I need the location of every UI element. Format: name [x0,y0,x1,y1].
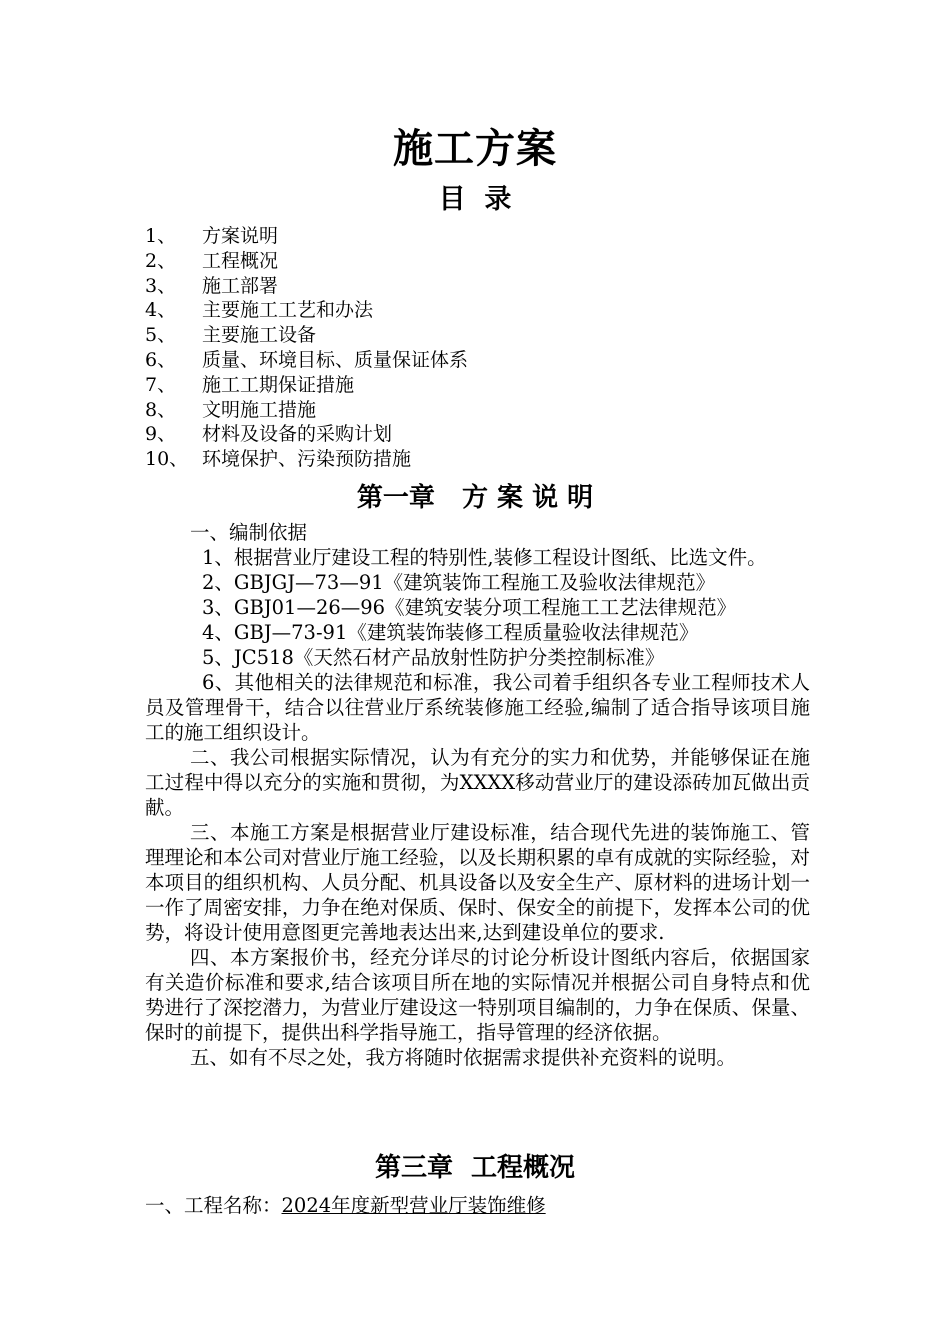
toc-item-label: 施工部署 [202,274,279,297]
toc-item-label: 施工工期保证措施 [202,373,355,396]
toc-item-number: 8、 [145,398,177,421]
project-name-label: 一、工程名称： [145,1194,282,1217]
chapter-3-heading: 第三章 工程概况 [374,1153,576,1183]
project-name-line [145,1193,546,1219]
toc-item-label: 主要施工工艺和办法 [202,299,374,322]
paragraph: 二、我公司根据实际情况，认为有充分的实力和优势，并能够保证在施工过程中得以充分的实施和贯彻，为XXXX移动营业厅的建设添砖加瓦做出贡献。 [145,746,810,819]
toc-item-label: 文明施工措施 [202,398,317,421]
toc-item[interactable] [145,373,468,398]
paragraph: 五、如有不尽之处，我方将随时依据需求提供补充资料的说明。 [190,1046,737,1069]
toc-item-number: 1、 [145,225,177,247]
toc-item[interactable] [145,422,468,447]
toc-item[interactable] [145,447,468,472]
toc-item[interactable] [145,348,468,373]
basis-item: 3、GBJ01—26—96《建筑安装分项工程施工工艺法律规范》 [202,596,737,619]
toc-item-number: 10、 [145,448,189,471]
paragraph: 四、本方案报价书，经充分详尽的讨论分析设计图纸内容后，依据国家有关造价标准和要求,结合该项目所在地的实际情况并根据公司自身特点和优势进行了深挖潜力，为营业厅建设这一特别项目编制的，力争在保质、保量、保时的前提下，提供出科学指导施工，指导管理的经济依据。 [145,946,810,1044]
section-heading: 一、编制依据 [190,521,308,544]
paragraph: 三、本施工方案是根据营业厅建设标准，结合现代先进的装饰施工、管理理论和本公司对营业厅施工经验，以及长期积累的卓有成就的实际经验，对本项目的组织机构、人员分配、机具设备以及安全生产、原材料的进场计划一一作了周密安排，力争在绝对保质、保时、保安全的前提下，发挥本公司的优势，将设计使用意图更完善地表达出来,达到建设单位的要求. [145,821,810,944]
toc-item-number: 2、 [145,249,177,272]
toc-item[interactable] [145,398,468,423]
document-title: 施工方案 [393,125,557,172]
toc-item-number: 7、 [145,373,177,396]
toc-item[interactable] [145,249,468,274]
basis-item: 5、JC518《天然石材产品放射性防护分类控制标准》 [202,646,665,669]
basis-item: 4、GBJ—73-91《建筑装饰装修工程质量验收法律规范》 [202,621,699,644]
toc-item-number: 3、 [145,274,177,297]
toc-item-label: 方案说明 [202,225,279,247]
toc-item-label: 质量、环境目标、质量保证体系 [202,348,469,371]
basis-item: 2、GBJGJ—73—91《建筑装饰工程施工及验收法律规范》 [202,571,716,594]
chapter-1-heading: 第一章 方 案 说 明 [356,483,594,513]
toc-item-number: 9、 [145,423,177,446]
toc-item-number: 4、 [145,299,177,322]
toc-item-number: 6、 [145,348,177,371]
toc-item-label: 材料及设备的采购计划 [202,423,393,446]
toc-item[interactable] [145,274,468,299]
toc-item-label: 环境保护、污染预防措施 [202,448,412,471]
project-name-value: 2024年度新型营业厅装饰维修 [281,1194,546,1217]
toc-item-number: 5、 [145,324,177,347]
toc-heading: 目 录 [438,184,512,215]
table-of-contents [145,224,468,472]
toc-item-label: 主要施工设备 [202,324,317,347]
basis-item: 1、根据营业厅建设工程的特别性,装修工程设计图纸、比选文件。 [202,546,767,569]
toc-item[interactable] [145,298,468,323]
toc-item[interactable] [145,323,468,348]
toc-item-label: 工程概况 [202,249,279,272]
chapter-1-body [145,520,810,1070]
basis-item: 6、其他相关的法律规范和标准，我公司着手组织各专业工程师技术人员及管理骨干，结合以往营业厅系统装修施工经验,编制了适合指导该项目施工的施工组织设计。 [145,671,810,744]
toc-item[interactable] [145,224,468,249]
